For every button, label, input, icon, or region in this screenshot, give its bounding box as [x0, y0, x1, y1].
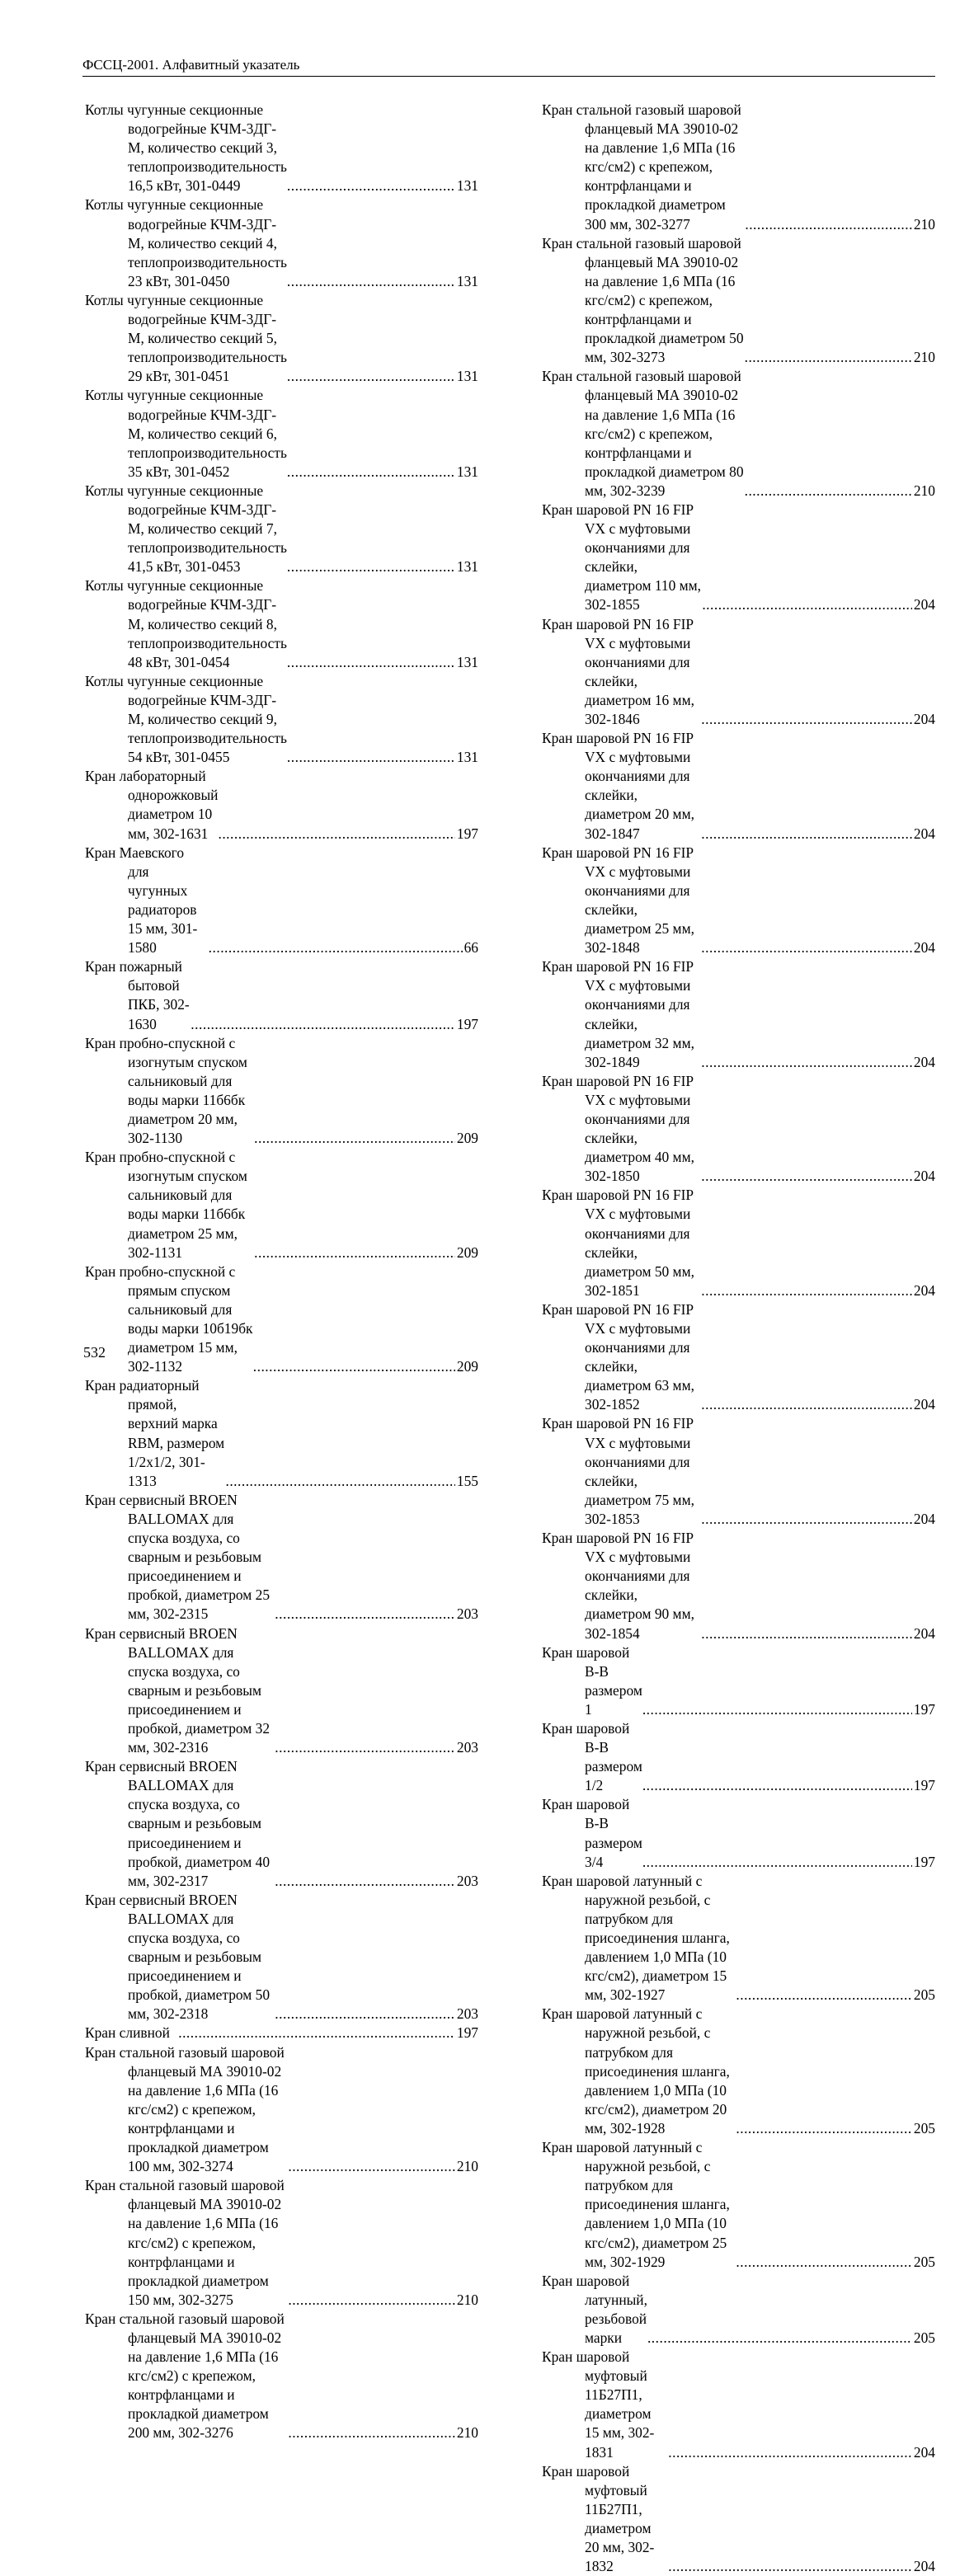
dot-leader: [275, 1605, 455, 1624]
index-entry: [85, 1757, 478, 1891]
index-entry-page: 209: [456, 1243, 478, 1261]
index-entry-text: Кран шаровой PN 16 FIP VX с муфтовыми окончаниями для склейки, диаметром 50 мм, 302-1851: [542, 1187, 694, 1299]
index-entry-page: 131: [456, 749, 478, 766]
index-entry: [542, 234, 935, 368]
index-entry-page: 131: [456, 653, 478, 670]
index-entry-text: Кран пробно-спускной с прямым спуском сальниковый для воды марки 10б19бк диаметром 15 мм, 302-1132: [85, 1262, 253, 1375]
index-entry: [85, 2043, 478, 2177]
index-entry-text: Кран шаровой PN 16 FIP VX с муфтовыми окончаниями для склейки, диаметром 90 мм, 302-1854: [542, 1530, 694, 1642]
index-entry-page: 205: [913, 2329, 935, 2346]
dot-leader: [745, 348, 912, 367]
dot-leader: [736, 2119, 912, 2138]
index-entry-text: Кран шаровой В-В размером 1/2: [542, 1719, 642, 1794]
index-entry: [542, 501, 935, 615]
dot-leader: [668, 2557, 912, 2576]
index-entry-text: Котлы чугунные секционные водогрейные КЧМ-3ДГ-М, количество секций 3, теплопроизводительность 16,5 кВт, 301-0449: [85, 101, 287, 195]
index-entry-page: 203: [456, 2005, 478, 2023]
index-entry: [542, 2348, 935, 2462]
index-entry: [542, 2005, 935, 2138]
index-entry: [542, 1529, 935, 1643]
index-column-right: [542, 101, 935, 2576]
dot-leader: [642, 1700, 912, 1719]
index-entry: [542, 1186, 935, 1300]
index-entry-page: 210: [456, 2424, 478, 2442]
dot-leader: [287, 272, 455, 291]
dot-leader: [701, 825, 912, 844]
index-entry: [85, 576, 478, 671]
index-entry-page: 131: [456, 463, 478, 480]
index-entry-page: 210: [456, 2158, 478, 2175]
dot-leader: [287, 748, 455, 767]
index-entry-text: Кран шаровой муфтовый 11Б27П1, диаметром 20 мм, 302-1832: [542, 2462, 655, 2575]
index-entry-text: Кран шаровой латунный с наружной резьбой, с патрубком для присоединения шланга, давлением 1,0 МПа (10 кгс/см2), диаметром 15 мм, 302-1927: [542, 1872, 730, 2004]
dot-leader: [647, 2329, 912, 2348]
index-entry-text: Кран шаровой PN 16 FIP VX с муфтовыми окончаниями для склейки, диаметром 75 мм, 302-1853: [542, 1415, 694, 1527]
index-entry: [85, 1624, 478, 1758]
index-entry-page: 210: [913, 482, 935, 499]
index-entry: [542, 2272, 935, 2348]
index-entry: [85, 101, 478, 195]
index-entry: [85, 1891, 478, 2024]
index-entry: [542, 1872, 935, 2005]
index-entry-text: Кран лабораторный однорожковый диаметром 10 мм, 302-1631: [85, 768, 219, 842]
index-entry-text: Кран Маевского для чугунных радиаторов 15 мм, 301-1580: [85, 844, 198, 957]
index-entry-text: Кран пробно-спускной с изогнутым спуском сальниковый для воды марки 11б6бк диаметром 25 мм, 302-1131: [85, 1149, 247, 1261]
dot-leader: [701, 710, 912, 729]
index-entry-text: Котлы чугунные секционные водогрейные КЧМ-3ДГ-М, количество секций 5, теплопроизводительность 29 кВт, 301-0451: [85, 291, 287, 385]
dot-leader: [287, 463, 455, 482]
index-entry-text: Кран стальной газовый шаровой фланцевый МА 39010-02 на давление 1,6 МПа (16 кгс/см2) с крепежом, контрфланцами и прокладкой диаметром 80 мм, 302-3239: [542, 368, 744, 499]
dot-leader: [288, 2291, 455, 2310]
index-entry-page: 197: [913, 1700, 935, 1718]
index-entry: [85, 957, 478, 1033]
index-entry-page: 131: [456, 558, 478, 576]
dot-leader: [218, 825, 454, 844]
index-entry-page: 204: [913, 711, 935, 727]
index-entry-text: Кран шаровой латунный с наружной резьбой, с патрубком для присоединения шланга, давлением 1,0 МПа (10 кгс/см2), диаметром 25 мм, 302-1929: [542, 2139, 730, 2270]
index-entry: [85, 482, 478, 576]
index-entry-page: 131: [456, 177, 478, 195]
dot-leader: [701, 1053, 912, 1072]
index-entry-page: 205: [913, 2119, 935, 2136]
index-entry: [85, 1491, 478, 1624]
index-entry-page: 66: [463, 939, 478, 957]
index-entry: [85, 2310, 478, 2443]
index-entry: [542, 101, 935, 234]
index-entry: [542, 1300, 935, 1415]
dot-leader: [642, 1853, 912, 1872]
index-entry-page: 197: [456, 825, 478, 842]
index-entry-page: 210: [456, 2291, 478, 2308]
index-entry-text: Кран сервисный BROEN BALLOMAX для спуска воздуха, со сварным и резьбовым присоединением и пробкой, диаметром 25 мм, 302-2315: [85, 1491, 271, 1623]
index-entry-text: Кран шаровой PN 16 FIP VX с муфтовыми окончаниями для склейки, диаметром 110 мм, 302-1855: [542, 501, 701, 613]
index-entry: [85, 672, 478, 767]
index-entry-text: Кран сливной: [85, 2024, 170, 2042]
index-entry: [542, 1719, 935, 1795]
index-entry-text: Котлы чугунные секционные водогрейные КЧМ-3ДГ-М, количество секций 6, теплопроизводительность 35 кВт, 301-0452: [85, 387, 287, 480]
dot-leader: [253, 1357, 455, 1376]
index-entry-page: 203: [456, 1605, 478, 1623]
index-entry: [542, 957, 935, 1072]
index-entry-text: Кран шаровой латунный, резьбовой марки: [542, 2272, 647, 2346]
index-entry-page: 204: [913, 2558, 935, 2575]
dot-leader: [668, 2443, 912, 2462]
dot-leader: [745, 482, 912, 501]
index-entry-page: 197: [913, 1777, 935, 1794]
index-entry-text: Кран стальной газовый шаровой фланцевый МА 39010-02 на давление 1,6 МПа (16 кгс/см2) с крепежом, контрфланцами и прокладкой диаметром 100 мм, 302-3274: [85, 2043, 285, 2175]
index-entry-text: Кран сервисный BROEN BALLOMAX для спуска воздуха, со сварным и резьбовым присоединением и пробкой, диаметром 32 мм, 302-2316: [85, 1624, 271, 1756]
dot-leader: [275, 1738, 455, 1757]
index-entry-page: 203: [456, 1872, 478, 1889]
page-header: ФССЦ-2001. Алфавитный указатель: [82, 57, 300, 73]
index-entry-page: 209: [456, 1130, 478, 1147]
index-entry: [85, 386, 478, 481]
index-entry: [542, 844, 935, 958]
index-entry: [542, 615, 935, 730]
dot-leader: [736, 2253, 912, 2272]
index-entry: [542, 1414, 935, 1529]
index-entry-text: Кран шаровой В-В размером 3/4: [542, 1796, 642, 1870]
index-entry-page: 155: [456, 1472, 478, 1489]
index-column-left: [85, 101, 478, 2443]
index-entry: [85, 1034, 478, 1149]
index-entry-page: 204: [913, 1281, 935, 1299]
index-entry: [542, 367, 935, 501]
index-entry-page: 204: [913, 1624, 935, 1642]
dot-leader: [287, 653, 455, 672]
index-entry-text: Котлы чугунные секционные водогрейные КЧМ-3ДГ-М, количество секций 7, теплопроизводительность 41,5 кВт, 301-0453: [85, 482, 287, 576]
index-entry-text: Кран сервисный BROEN BALLOMAX для спуска воздуха, со сварным и резьбовым присоединением и пробкой, диаметром 40 мм, 302-2317: [85, 1758, 271, 1889]
index-entry-page: 204: [913, 1510, 935, 1527]
index-entry-page: 210: [913, 349, 935, 366]
index-entry-text: Кран шаровой PN 16 FIP VX с муфтовыми окончаниями для склейки, диаметром 16 мм, 302-1846: [542, 615, 694, 727]
index-entry-page: 204: [913, 596, 935, 613]
dot-leader: [191, 1015, 455, 1034]
index-entry-page: 205: [913, 1986, 935, 2004]
dot-leader: [701, 938, 912, 957]
dot-leader: [225, 1472, 454, 1491]
index-entry-page: 197: [456, 2024, 478, 2042]
dot-leader: [701, 1510, 912, 1529]
index-entry-page: 131: [456, 368, 478, 385]
dot-leader: [702, 595, 912, 614]
index-entry-page: 204: [913, 1396, 935, 1413]
index-entry-page: 204: [913, 1053, 935, 1070]
dot-leader: [287, 176, 455, 195]
index-entry: [85, 1262, 478, 1377]
index-entry-text: Кран стальной газовый шаровой фланцевый МА 39010-02 на давление 1,6 МПа (16 кгс/см2) с крепежом, контрфланцами и прокладкой диаметром 150 мм, 302-3275: [85, 2177, 285, 2308]
index-entry-page: 203: [456, 1739, 478, 1756]
index-entry-text: Кран стальной газовый шаровой фланцевый МА 39010-02 на давление 1,6 МПа (16 кгс/см2) с крепежом, контрфланцами и прокладкой диаметром 300 мм, 302-3277: [542, 101, 741, 233]
index-entry-page: 197: [913, 1853, 935, 1870]
index-entry-text: Кран пробно-спускной с изогнутым спуском сальниковый для воды марки 11б6бк диаметром 20 мм, 302-1130: [85, 1034, 247, 1147]
index-entry-text: Кран шаровой PN 16 FIP VX с муфтовыми окончаниями для склейки, диаметром 40 мм, 302-1850: [542, 1072, 694, 1185]
index-entry: [542, 2462, 935, 2576]
index-entry-page: 204: [913, 2443, 935, 2461]
index-entry-page: 197: [456, 1015, 478, 1032]
dot-leader: [736, 1986, 912, 2005]
dot-leader: [701, 1395, 912, 1414]
index-entry-text: Кран сервисный BROEN BALLOMAX для спуска воздуха, со сварным и резьбовым присоединением и пробкой, диаметром 50 мм, 302-2318: [85, 1891, 271, 2023]
index-entry-text: Котлы чугунные секционные водогрейные КЧМ-3ДГ-М, количество секций 9, теплопроизводительность 54 кВт, 301-0455: [85, 672, 287, 766]
index-entry-text: Кран пожарный бытовой ПКБ, 302-1630: [85, 958, 190, 1032]
dot-leader: [701, 1167, 912, 1186]
dot-leader: [287, 367, 455, 386]
index-entry-text: Кран шаровой латунный с наружной резьбой, с патрубком для присоединения шланга, давлением 1,0 МПа (10 кгс/см2), диаметром 20 мм, 302-1928: [542, 2005, 730, 2136]
dot-leader: [288, 2157, 455, 2176]
index-entry-text: Кран шаровой PN 16 FIP VX с муфтовыми окончаниями для склейки, диаметром 20 мм, 302-1847: [542, 730, 694, 842]
dot-leader: [254, 1129, 455, 1148]
dot-leader: [287, 557, 455, 576]
index-entry: [85, 1148, 478, 1262]
dot-leader: [254, 1243, 455, 1262]
index-entry-text: Кран стальной газовый шаровой фланцевый МА 39010-02 на давление 1,6 МПа (16 кгс/см2) с крепежом, контрфланцами и прокладкой диаметром 50 мм, 302-3273: [542, 234, 744, 366]
index-entry: [85, 844, 478, 958]
index-entry-page: 204: [913, 825, 935, 842]
index-entry: [542, 729, 935, 844]
dot-leader: [745, 215, 912, 234]
index-entry: [542, 1072, 935, 1187]
index-entry: [85, 291, 478, 386]
index-entry-text: Кран шаровой В-В размером 1: [542, 1643, 642, 1718]
dot-leader: [642, 1776, 912, 1795]
dot-leader: [275, 1872, 455, 1891]
page-number: 532: [83, 1344, 106, 1361]
index-entry-text: Котлы чугунные секционные водогрейные КЧМ-3ДГ-М, количество секций 4, теплопроизводительность 23 кВт, 301-0450: [85, 196, 287, 289]
index-entry-text: Кран радиаторный прямой, верхний марка RBM, размером 1/2x1/2, 301-1313: [85, 1377, 225, 1489]
dot-leader: [288, 2423, 455, 2442]
dot-leader: [701, 1624, 912, 1643]
header-divider: [82, 76, 935, 77]
dot-leader: [275, 2005, 455, 2024]
index-entry-page: 209: [456, 1358, 478, 1375]
index-entry-page: 210: [913, 215, 935, 233]
dot-leader: [209, 938, 463, 957]
index-entry: [85, 195, 478, 290]
index-entry-page: 204: [913, 1168, 935, 1185]
index-entry: [542, 1643, 935, 1719]
index-entry: [542, 2138, 935, 2272]
index-entry: [85, 2176, 478, 2310]
index-entry-text: Кран шаровой PN 16 FIP VX с муфтовыми окончаниями для склейки, диаметром 32 мм, 302-1849: [542, 958, 694, 1070]
index-entry-page: 205: [913, 2253, 935, 2270]
index-entry-text: Кран шаровой муфтовый 11Б27П1, диаметром 15 мм, 302-1831: [542, 2348, 655, 2461]
index-entry: [85, 1376, 478, 1491]
dot-leader: [178, 2024, 455, 2042]
index-entry-text: Кран стальной газовый шаровой фланцевый МА 39010-02 на давление 1,6 МПа (16 кгс/см2) с крепежом, контрфланцами и прокладкой диаметром 200 мм, 302-3276: [85, 2310, 285, 2442]
index-entry-page: 131: [456, 272, 478, 289]
index-entry-text: Кран шаровой PN 16 FIP VX с муфтовыми окончаниями для склейки, диаметром 25 мм, 302-1848: [542, 844, 694, 957]
index-entry-text: Котлы чугунные секционные водогрейные КЧМ-3ДГ-М, количество секций 8, теплопроизводительность 48 кВт, 301-0454: [85, 577, 287, 670]
dot-leader: [701, 1281, 912, 1300]
index-entry: [542, 1795, 935, 1871]
index-entry-page: 204: [913, 939, 935, 957]
index-entry: [85, 2024, 478, 2042]
index-entry-text: Кран шаровой PN 16 FIP VX с муфтовыми окончаниями для склейки, диаметром 63 мм, 302-1852: [542, 1300, 694, 1413]
index-entry: [85, 767, 478, 843]
